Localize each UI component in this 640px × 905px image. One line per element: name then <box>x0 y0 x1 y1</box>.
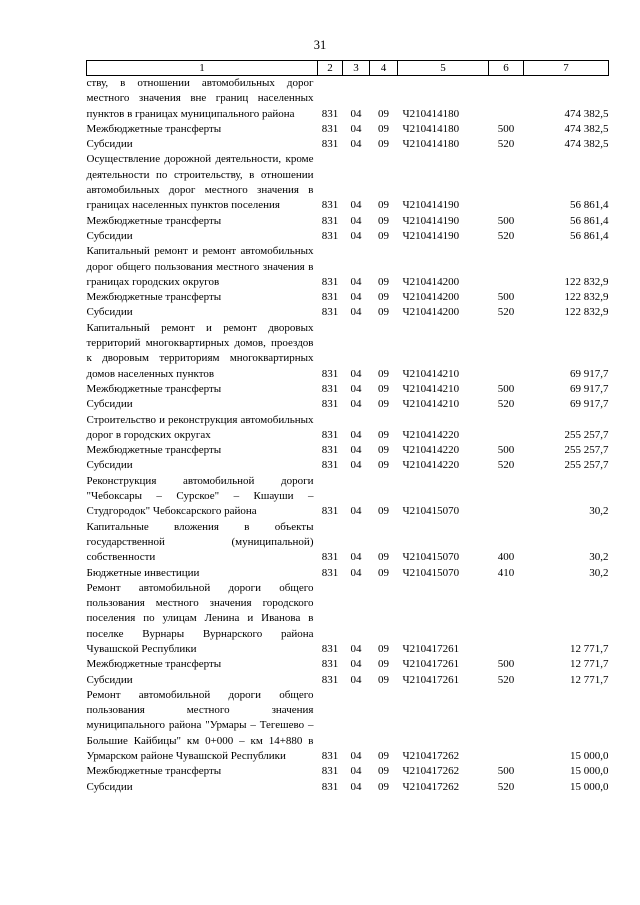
row-amount: 69 917,7 <box>570 367 609 380</box>
row-name: Межбюджетные трансферты <box>86 122 222 135</box>
table-row <box>87 443 609 458</box>
row-expense-type: 500 <box>497 122 515 135</box>
table-row <box>87 122 609 137</box>
row-subsection: 09 <box>378 229 389 242</box>
row-subsection: 09 <box>378 505 389 518</box>
row-subsection: 09 <box>378 306 389 319</box>
row-name: Осуществление дорожной деятельности, кроме деятельности по строительству, в отношении автомобильных дорог местного значения в границах населенных пунктов поселения <box>86 153 314 212</box>
row-admin-code: 831 <box>321 367 339 380</box>
table-row <box>87 397 609 412</box>
table-row <box>87 76 609 122</box>
row-expense-type: 500 <box>497 444 515 457</box>
row-section: 04 <box>350 367 362 380</box>
row-name: Межбюджетные трансферты <box>86 291 222 304</box>
table-row <box>87 520 609 566</box>
row-target-article: Ч210414210 <box>402 382 460 395</box>
row-name: Капитальный ремонт и ремонт дворовых территорий многоквартирных домов, проездов к дворовым территориям многоквартирных домов населенных пунктов <box>86 321 314 380</box>
row-amount: 30,2 <box>589 551 609 564</box>
row-amount: 122 832,9 <box>564 306 609 319</box>
row-admin-code: 831 <box>321 229 339 242</box>
row-section: 04 <box>350 107 362 120</box>
table-row <box>87 229 609 244</box>
row-subsection: 09 <box>378 275 389 288</box>
header-col-7: 7 <box>524 61 609 76</box>
table-row <box>87 764 609 779</box>
table-row <box>87 152 609 213</box>
table-header <box>87 61 609 76</box>
row-section: 04 <box>350 505 362 518</box>
row-expense-type <box>489 474 524 520</box>
row-expense-type: 500 <box>497 382 515 395</box>
row-section: 04 <box>350 551 362 564</box>
row-admin-code: 831 <box>321 444 339 457</box>
row-admin-code: 831 <box>321 214 339 227</box>
row-admin-code: 831 <box>321 138 339 151</box>
table-row <box>87 780 609 795</box>
row-admin-code: 831 <box>321 382 339 395</box>
row-name: Субсидии <box>86 673 133 686</box>
row-section: 04 <box>350 673 362 686</box>
row-admin-code: 831 <box>321 122 339 135</box>
row-target-article: Ч210414210 <box>402 367 460 380</box>
row-amount: 69 917,7 <box>570 382 609 395</box>
row-target-article: Ч210417261 <box>402 658 460 671</box>
table-row <box>87 673 609 688</box>
table-row <box>87 214 609 229</box>
row-amount: 474 382,5 <box>564 107 609 120</box>
row-admin-code: 831 <box>321 428 339 441</box>
row-section: 04 <box>350 658 362 671</box>
row-expense-type: 520 <box>497 673 515 686</box>
row-expense-type <box>489 581 524 657</box>
row-expense-type <box>489 321 524 382</box>
header-col-3: 3 <box>343 61 370 76</box>
row-amount: 474 382,5 <box>564 138 609 151</box>
row-section: 04 <box>350 750 362 763</box>
row-amount: 255 257,7 <box>564 428 609 441</box>
row-name: ству, в отношении автомобильных дорог местного значения вне границ населенных пунктов в границах муниципального района <box>86 77 314 120</box>
row-name: Субсидии <box>86 780 133 793</box>
row-amount: 15 000,0 <box>570 780 609 793</box>
row-section: 04 <box>350 382 362 395</box>
row-name: Субсидии <box>86 398 133 411</box>
row-target-article: Ч210417261 <box>402 642 460 655</box>
row-admin-code: 831 <box>321 658 339 671</box>
row-subsection: 09 <box>378 658 389 671</box>
row-section: 04 <box>350 765 362 778</box>
row-name: Субсидии <box>86 138 133 151</box>
row-section: 04 <box>350 398 362 411</box>
row-target-article: Ч210414180 <box>402 138 460 151</box>
row-expense-type <box>489 244 524 290</box>
row-section: 04 <box>350 306 362 319</box>
row-admin-code: 831 <box>321 750 339 763</box>
header-col-6: 6 <box>489 61 524 76</box>
row-admin-code: 831 <box>321 306 339 319</box>
row-expense-type: 410 <box>497 566 515 579</box>
row-target-article: Ч210414220 <box>402 428 460 441</box>
row-amount: 255 257,7 <box>564 444 609 457</box>
row-admin-code: 831 <box>321 459 339 472</box>
row-admin-code: 831 <box>321 398 339 411</box>
row-subsection: 09 <box>378 642 389 655</box>
row-subsection: 09 <box>378 138 389 151</box>
row-admin-code: 831 <box>321 642 339 655</box>
row-subsection: 09 <box>378 367 389 380</box>
table-row <box>87 290 609 305</box>
row-target-article: Ч210415070 <box>402 551 460 564</box>
row-expense-type <box>489 76 524 122</box>
row-expense-type: 520 <box>497 780 515 793</box>
row-admin-code: 831 <box>321 566 339 579</box>
row-name: Межбюджетные трансферты <box>86 382 222 395</box>
row-subsection: 09 <box>378 382 389 395</box>
row-section: 04 <box>350 138 362 151</box>
row-target-article: Ч210414210 <box>402 398 460 411</box>
row-name: Субсидии <box>86 229 133 242</box>
row-target-article: Ч210414190 <box>402 214 460 227</box>
row-amount: 12 771,7 <box>570 642 609 655</box>
table-row <box>87 474 609 520</box>
table-row <box>87 413 609 444</box>
row-expense-type: 520 <box>497 459 515 472</box>
row-name: Ремонт автомобильной дороги общего пользования местного значения городского поселения по улицам Ленина и Иванова в поселке Вурнары Вурнарского района Чувашской Республики <box>86 581 314 655</box>
header-col-1: 1 <box>87 61 318 76</box>
row-admin-code: 831 <box>321 551 339 564</box>
row-subsection: 09 <box>378 122 389 135</box>
row-name: Бюджетные инвестиции <box>86 566 200 579</box>
row-section: 04 <box>350 566 362 579</box>
row-subsection: 09 <box>378 780 389 793</box>
row-section: 04 <box>350 459 362 472</box>
row-name: Межбюджетные трансферты <box>86 765 222 778</box>
budget-table <box>86 60 609 795</box>
table-row <box>87 458 609 473</box>
row-target-article: Ч210414200 <box>402 306 460 319</box>
table-row <box>87 137 609 152</box>
row-admin-code: 831 <box>321 291 339 304</box>
row-name: Капитальные вложения в объекты государственной (муниципальной) собственности <box>86 520 314 564</box>
row-admin-code: 831 <box>321 673 339 686</box>
header-col-5: 5 <box>398 61 489 76</box>
row-subsection: 09 <box>378 214 389 227</box>
row-admin-code: 831 <box>321 199 339 212</box>
row-expense-type: 520 <box>497 229 515 242</box>
row-subsection: 09 <box>378 444 389 457</box>
header-col-4: 4 <box>370 61 398 76</box>
row-amount: 15 000,0 <box>570 750 609 763</box>
row-amount: 122 832,9 <box>564 291 609 304</box>
row-name: Субсидии <box>86 306 133 319</box>
row-target-article: Ч210414180 <box>402 122 460 135</box>
row-admin-code: 831 <box>321 765 339 778</box>
row-subsection: 09 <box>378 107 389 120</box>
row-name: Межбюджетные трансферты <box>86 658 222 671</box>
row-admin-code: 831 <box>321 780 339 793</box>
row-subsection: 09 <box>378 551 389 564</box>
row-expense-type: 400 <box>497 551 515 564</box>
table-row <box>87 244 609 290</box>
row-section: 04 <box>350 214 362 227</box>
row-expense-type <box>489 413 524 444</box>
row-amount: 69 917,7 <box>570 398 609 411</box>
row-expense-type: 500 <box>497 214 515 227</box>
row-subsection: 09 <box>378 459 389 472</box>
row-expense-type: 500 <box>497 291 515 304</box>
page-number: 31 <box>313 38 327 52</box>
row-section: 04 <box>350 780 362 793</box>
header-col-2: 2 <box>318 61 343 76</box>
row-name: Строительство и реконструкция автомобильных дорог в городских округах <box>86 413 314 441</box>
row-amount: 122 832,9 <box>564 275 609 288</box>
row-section: 04 <box>350 642 362 655</box>
row-name: Капитальный ремонт и ремонт автомобильных дорог общего пользования местного значения в границах городских округов <box>86 245 314 288</box>
row-subsection: 09 <box>378 291 389 304</box>
row-target-article: Ч210417262 <box>402 780 460 793</box>
table-row <box>87 305 609 320</box>
row-amount: 255 257,7 <box>564 459 609 472</box>
row-section: 04 <box>350 444 362 457</box>
row-expense-type: 500 <box>497 658 515 671</box>
row-section: 04 <box>350 291 362 304</box>
row-target-article: Ч210417262 <box>402 750 460 763</box>
row-target-article: Ч210415070 <box>402 566 460 579</box>
row-amount: 30,2 <box>589 505 609 518</box>
row-subsection: 09 <box>378 398 389 411</box>
row-amount: 12 771,7 <box>570 673 609 686</box>
row-amount: 12 771,7 <box>570 658 609 671</box>
row-admin-code: 831 <box>321 275 339 288</box>
row-target-article: Ч210414200 <box>402 275 460 288</box>
row-name: Межбюджетные трансферты <box>86 214 222 227</box>
row-amount: 56 861,4 <box>570 229 609 242</box>
row-target-article: Ч210414200 <box>402 291 460 304</box>
row-admin-code: 831 <box>321 107 339 120</box>
row-section: 04 <box>350 229 362 242</box>
row-expense-type: 520 <box>497 138 515 151</box>
row-amount: 56 861,4 <box>570 214 609 227</box>
row-subsection: 09 <box>378 428 389 441</box>
row-expense-type: 520 <box>497 398 515 411</box>
row-amount: 474 382,5 <box>564 122 609 135</box>
row-section: 04 <box>350 199 362 212</box>
row-subsection: 09 <box>378 765 389 778</box>
row-name: Ремонт автомобильной дороги общего пользования местного значения муниципального района "Урмары – Тегешево – Большие Кайбицы" км 0+000 – км 14+880 в Урмарском районе Чувашской Республики <box>86 688 314 763</box>
row-section: 04 <box>350 428 362 441</box>
row-subsection: 09 <box>378 750 389 763</box>
row-name: Межбюджетные трансферты <box>86 444 222 457</box>
row-amount: 15 000,0 <box>570 765 609 778</box>
table-row <box>87 657 609 672</box>
row-target-article: Ч210414190 <box>402 229 460 242</box>
row-section: 04 <box>350 275 362 288</box>
row-expense-type <box>489 688 524 764</box>
row-target-article: Ч210417262 <box>402 765 460 778</box>
row-section: 04 <box>350 122 362 135</box>
row-target-article: Ч210417261 <box>402 673 460 686</box>
row-admin-code: 831 <box>321 505 339 518</box>
row-amount: 56 861,4 <box>570 199 609 212</box>
row-target-article: Ч210415070 <box>402 505 460 518</box>
row-subsection: 09 <box>378 566 389 579</box>
table-row <box>87 321 609 382</box>
row-expense-type: 520 <box>497 306 515 319</box>
row-target-article: Ч210414180 <box>402 107 460 120</box>
header-row <box>87 61 609 76</box>
table-row <box>87 688 609 764</box>
row-expense-type <box>489 152 524 213</box>
table-row <box>87 382 609 397</box>
row-amount: 30,2 <box>589 566 609 579</box>
row-expense-type: 500 <box>497 765 515 778</box>
table-row <box>87 581 609 657</box>
table-row <box>87 566 609 581</box>
row-subsection: 09 <box>378 673 389 686</box>
row-name: Реконструкция автомобильной дороги "Чебоксары – Сурское" – Кшауши – Студгородок" Чебоксарского района <box>86 474 314 518</box>
row-name: Субсидии <box>86 459 133 472</box>
row-target-article: Ч210414190 <box>402 199 460 212</box>
row-target-article: Ч210414220 <box>402 444 460 457</box>
row-target-article: Ч210414220 <box>402 459 460 472</box>
table-body <box>87 76 609 795</box>
row-subsection: 09 <box>378 199 389 212</box>
